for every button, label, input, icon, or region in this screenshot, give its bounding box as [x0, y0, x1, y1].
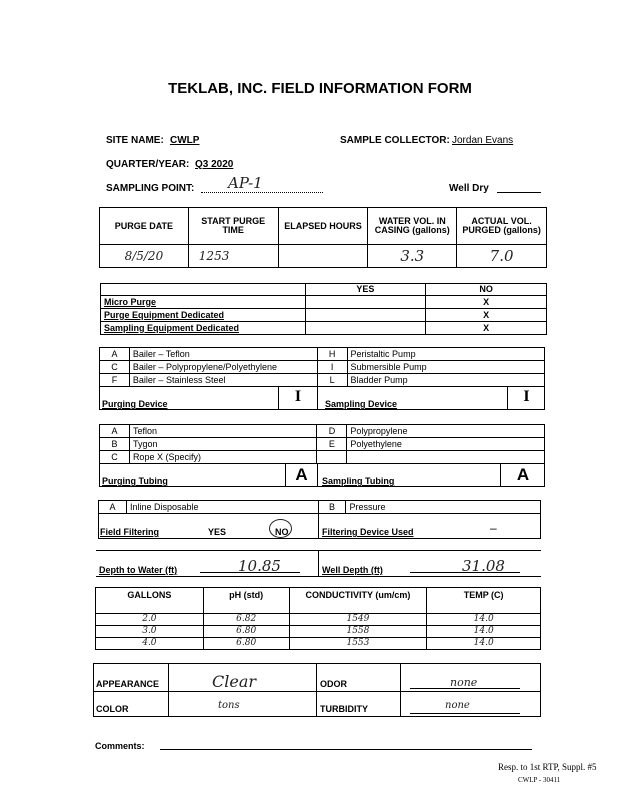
color-label: COLOR — [96, 704, 129, 714]
purge-date-header: PURGE DATE — [100, 208, 189, 245]
field-filtering-no: NO — [275, 527, 289, 537]
device-code: L — [317, 374, 347, 387]
field-filtering-yes: YES — [208, 527, 227, 537]
gallons-header: GALLONS — [96, 588, 204, 614]
device-code: I — [317, 361, 347, 374]
equipment-yes-header: YES — [305, 284, 426, 296]
micro-purge-no: X — [426, 296, 547, 309]
tubing-code: A — [100, 425, 130, 438]
ph-header: pH (std) — [203, 588, 289, 614]
device-code: C — [100, 361, 130, 374]
depth-divider — [318, 550, 319, 577]
device-code: H — [317, 348, 347, 361]
purging-tubing-value: A — [295, 465, 308, 484]
elapsed-hours-value — [278, 245, 368, 268]
appearance-label: APPEARANCE — [96, 679, 160, 689]
readings-table — [95, 587, 541, 650]
micro-purge-yes — [305, 296, 426, 309]
tubing-options-table — [99, 424, 545, 464]
ph-cell: 6.80 — [203, 638, 289, 650]
purge-table — [99, 207, 547, 268]
device-code: F — [100, 374, 130, 387]
micro-purge-label: Micro Purge — [101, 296, 306, 309]
purge-dedicated-label: Purge Equipment Dedicated — [101, 309, 306, 322]
water-vol-value: 3.3 — [368, 245, 457, 268]
purge-dedicated-yes — [305, 309, 426, 322]
gallons-cell: 2.0 — [96, 614, 204, 626]
turbidity-label: TURBIDITY — [320, 704, 368, 714]
filter-code-a: A — [99, 501, 127, 514]
depth-to-water-label: Depth to Water (ft) — [99, 565, 178, 575]
temp-cell: 14.0 — [427, 626, 541, 638]
sampling-point-value: AP-1 — [228, 174, 263, 192]
quarter-value: Q3 2020 — [195, 159, 234, 170]
device-option: Bailer – Polypropylene/Polyethylene — [129, 361, 317, 374]
form-title: TEKLAB, INC. FIELD INFORMATION FORM — [168, 80, 472, 97]
device-code: A — [100, 348, 130, 361]
device-option: Submersible Pump — [347, 361, 544, 374]
tubing-option: Teflon — [129, 425, 317, 438]
temp-cell: 14.0 — [427, 638, 541, 650]
device-options-table — [99, 347, 545, 387]
purging-device-label: Purging Device — [102, 399, 168, 409]
tubing-code: E — [317, 438, 347, 451]
filtering-divider — [318, 513, 319, 539]
footer-reference: Resp. to 1st RTP, Suppl. #5 — [498, 762, 597, 772]
sampling-device-label: Sampling Device — [325, 399, 398, 409]
odor-value: none — [450, 676, 478, 689]
temp-header: TEMP (C) — [427, 588, 541, 614]
temp-cell: 14.0 — [427, 614, 541, 626]
sampling-dedicated-label: Sampling Equipment Dedicated — [101, 322, 306, 335]
well-depth-value: 31.08 — [462, 557, 505, 575]
appearance-value: Clear — [212, 672, 257, 691]
table-row — [96, 614, 541, 626]
actual-vol-value: 7.0 — [457, 245, 547, 268]
color-value: tons — [218, 700, 240, 711]
tubing-option: Polypropylene — [347, 425, 545, 438]
filter-code-b: B — [318, 501, 346, 514]
purging-device-value: I — [294, 388, 302, 405]
equipment-no-header: NO — [426, 284, 547, 296]
well-dry-line — [497, 180, 541, 193]
comments-line — [160, 749, 532, 750]
appearance-divider-v2 — [316, 663, 317, 717]
filtering-device-label: Filtering Device Used — [322, 527, 414, 537]
elapsed-hours-header: ELAPSED HOURS — [278, 208, 368, 245]
ph-cell: 6.80 — [203, 626, 289, 638]
device-option: Bailer – Stainless Steel — [129, 374, 317, 387]
well-depth-label: Well Depth (ft) — [322, 565, 383, 575]
sampling-dedicated-yes — [305, 322, 426, 335]
tubing-option — [347, 451, 545, 464]
filtering-selection-row — [98, 513, 541, 539]
ph-cell: 6.82 — [203, 614, 289, 626]
tubing-code — [317, 451, 347, 464]
actual-vol-header: ACTUAL VOL. PURGED (gallons) — [457, 208, 547, 245]
collector-label: SAMPLE COLLECTOR: — [340, 135, 450, 146]
appearance-divider-h — [93, 691, 541, 692]
quarter-label: QUARTER/YEAR: — [106, 159, 190, 170]
start-purge-header: START PURGE TIME — [188, 208, 278, 245]
field-filtering-label: Field Filtering — [100, 527, 160, 537]
start-purge-value: 1253 — [188, 245, 278, 268]
table-row — [96, 638, 541, 650]
filter-option-b: Pressure — [346, 501, 541, 514]
sampling-tubing-label: Sampling Tubing — [322, 476, 395, 486]
purge-date-value: 8/5/20 — [100, 245, 189, 268]
device-option: Peristaltic Pump — [347, 348, 544, 361]
filtering-device-value: – — [490, 521, 497, 535]
depth-to-water-value: 10.85 — [238, 557, 281, 575]
gallons-cell: 4.0 — [96, 638, 204, 650]
footer-bates-number: CWLP - 30411 — [518, 776, 561, 784]
device-option: Bailer – Teflon — [129, 348, 317, 361]
tubing-option: Rope X (Specify) — [129, 451, 317, 464]
conductivity-cell: 1549 — [289, 614, 427, 626]
filtering-options-table — [98, 500, 541, 514]
tubing-code: B — [100, 438, 130, 451]
tubing-code: D — [317, 425, 347, 438]
tubing-code: C — [100, 451, 130, 464]
equipment-table — [100, 283, 547, 335]
purge-dedicated-no: X — [426, 309, 547, 322]
well-dry-label: Well Dry — [449, 183, 489, 194]
table-row — [96, 626, 541, 638]
equipment-header-blank — [101, 284, 306, 296]
device-option: Bladder Pump — [347, 374, 544, 387]
site-name-value: CWLP — [170, 135, 200, 146]
gallons-cell: 3.0 — [96, 626, 204, 638]
conductivity-cell: 1558 — [289, 626, 427, 638]
odor-label: ODOR — [320, 679, 347, 689]
conductivity-cell: 1553 — [289, 638, 427, 650]
turbidity-line — [410, 713, 520, 714]
appearance-divider-v3 — [400, 663, 401, 717]
sampling-point-label: SAMPLING POINT: — [106, 183, 195, 194]
sampling-tubing-value: A — [516, 465, 530, 484]
comments-label: Comments: — [95, 741, 145, 751]
water-vol-header: WATER VOL. IN CASING (gallons) — [368, 208, 457, 245]
filter-option-a: Inline Disposable — [126, 501, 318, 514]
purging-tubing-label: Purging Tubing — [102, 476, 168, 486]
tubing-option: Polyethylene — [347, 438, 545, 451]
conductivity-header: CONDUCTIVITY (um/cm) — [289, 588, 427, 614]
sampling-device-value: I — [523, 388, 530, 405]
turbidity-value: none — [445, 700, 470, 711]
appearance-box — [93, 663, 541, 717]
sampling-dedicated-no: X — [426, 322, 547, 335]
collector-value: Jordan Evans — [452, 135, 514, 146]
site-name-label: SITE NAME: — [106, 135, 164, 146]
tubing-option: Tygon — [129, 438, 317, 451]
appearance-divider-v1 — [168, 663, 169, 717]
